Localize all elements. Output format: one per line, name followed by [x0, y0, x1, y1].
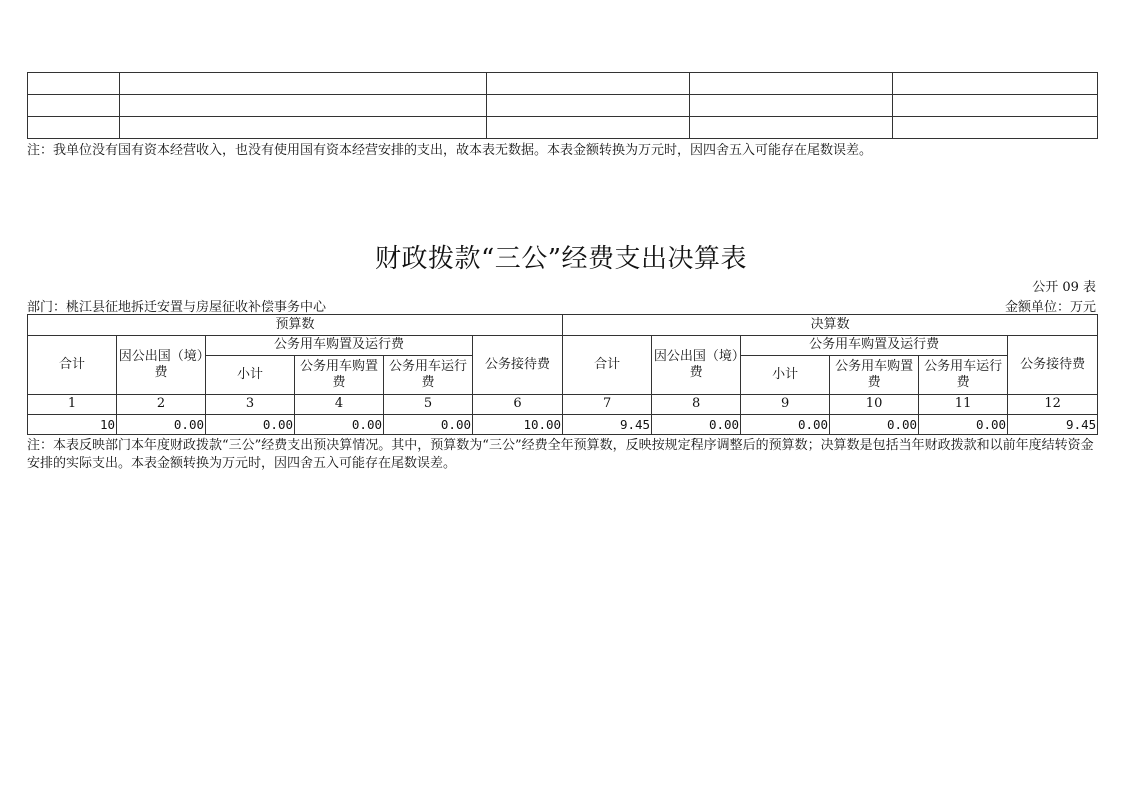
unit-label: 金额单位：万元: [1004, 300, 1096, 315]
values-row: [28, 415, 1098, 435]
table-cell: [893, 95, 1098, 117]
column-index: 7: [563, 395, 652, 415]
final-vehicle-header: 公务用车购置及运行费: [741, 336, 1008, 356]
budget-vehicle-purchase-value: 0.00: [295, 415, 384, 435]
table-cell: [690, 95, 893, 117]
column-index: 4: [295, 395, 384, 415]
column-index: 11: [919, 395, 1008, 415]
final-total-header: 合计: [563, 336, 652, 395]
final-vehicle-operation-value: 0.00: [919, 415, 1008, 435]
table-cell: [28, 95, 120, 117]
budget-vehicle-subtotal-value: 0.00: [206, 415, 295, 435]
final-total-value: 9.45: [563, 415, 652, 435]
table-cell: [120, 117, 487, 139]
final-abroad-header: 因公出国（境）费: [652, 336, 741, 395]
budget-abroad-header: 因公出国（境）费: [117, 336, 206, 395]
budget-total-header: 合计: [28, 336, 117, 395]
final-abroad-value: 0.00: [652, 415, 741, 435]
department-label: 部门：桃江县征地拆迁安置与房屋征收补偿事务中心: [27, 300, 327, 315]
budget-vehicle-header: 公务用车购置及运行费: [206, 336, 473, 356]
table-cell: [28, 73, 120, 95]
column-index: 5: [384, 395, 473, 415]
top-note: 注：我单位没有国有资本经营收入，也没有使用国有资本经营安排的支出，故本表无数据。本表金额转换为万元时，因四舍五入可能存在尾数误差。: [27, 143, 873, 158]
three-public-expenses-table: [27, 314, 1098, 435]
bottom-note: 注：本表反映部门本年度财政拨款“三公”经费支出预决算情况。其中，预算数为“三公”经费全年预算数，反映按规定程序调整后的预算数；决算数是包括当年财政拨款和以前年度结转资金安排的实际支出。本表金额转换为万元时，因四舍五入可能存在尾数误差。: [27, 438, 1094, 471]
budget-subtotal-header: 小计: [206, 356, 295, 395]
budget-total-value: 10: [28, 415, 117, 435]
budget-vehicle-operation-header: 公务用车运行费: [384, 356, 473, 395]
table-cell: [28, 117, 120, 139]
table-cell: [690, 73, 893, 95]
table-cell: [120, 95, 487, 117]
column-index: 3: [206, 395, 295, 415]
budget-abroad-value: 0.00: [117, 415, 206, 435]
final-vehicle-purchase-header: 公务用车购置费: [830, 356, 919, 395]
table-cell: [893, 73, 1098, 95]
budget-vehicle-operation-value: 0.00: [384, 415, 473, 435]
column-index: 8: [652, 395, 741, 415]
table-cell: [893, 117, 1098, 139]
table-cell: [120, 73, 487, 95]
table-row: [28, 95, 1098, 117]
table-cell: [690, 117, 893, 139]
final-vehicle-purchase-value: 0.00: [830, 415, 919, 435]
column-index: 10: [830, 395, 919, 415]
table-row: [28, 73, 1098, 95]
final-reception-header: 公务接待费: [1008, 336, 1098, 395]
column-index: 9: [741, 395, 830, 415]
column-index: 12: [1008, 395, 1098, 415]
page-title: 财政拨款“三公”经费支出决算表: [374, 244, 748, 274]
column-index-row: [28, 395, 1098, 415]
budget-vehicle-purchase-header: 公务用车购置费: [295, 356, 384, 395]
final-vehicle-operation-header: 公务用车运行费: [919, 356, 1008, 395]
table-cell: [487, 117, 690, 139]
column-index: 6: [473, 395, 563, 415]
table-row: [28, 117, 1098, 139]
form-code: 公开 09 表: [1032, 280, 1096, 295]
budget-reception-header: 公务接待费: [473, 336, 563, 395]
header-row-categories: [28, 336, 1098, 356]
final-reception-value: 9.45: [1008, 415, 1098, 435]
final-vehicle-subtotal-value: 0.00: [741, 415, 830, 435]
final-subtotal-header: 小计: [741, 356, 830, 395]
empty-capital-table: [27, 72, 1098, 139]
header-row-groups: [28, 315, 1098, 336]
budget-group-header: 预算数: [28, 315, 563, 336]
column-index: 1: [28, 395, 117, 415]
table-cell: [487, 95, 690, 117]
budget-reception-value: 10.00: [473, 415, 563, 435]
final-group-header: 决算数: [563, 315, 1098, 336]
column-index: 2: [117, 395, 206, 415]
table-cell: [487, 73, 690, 95]
